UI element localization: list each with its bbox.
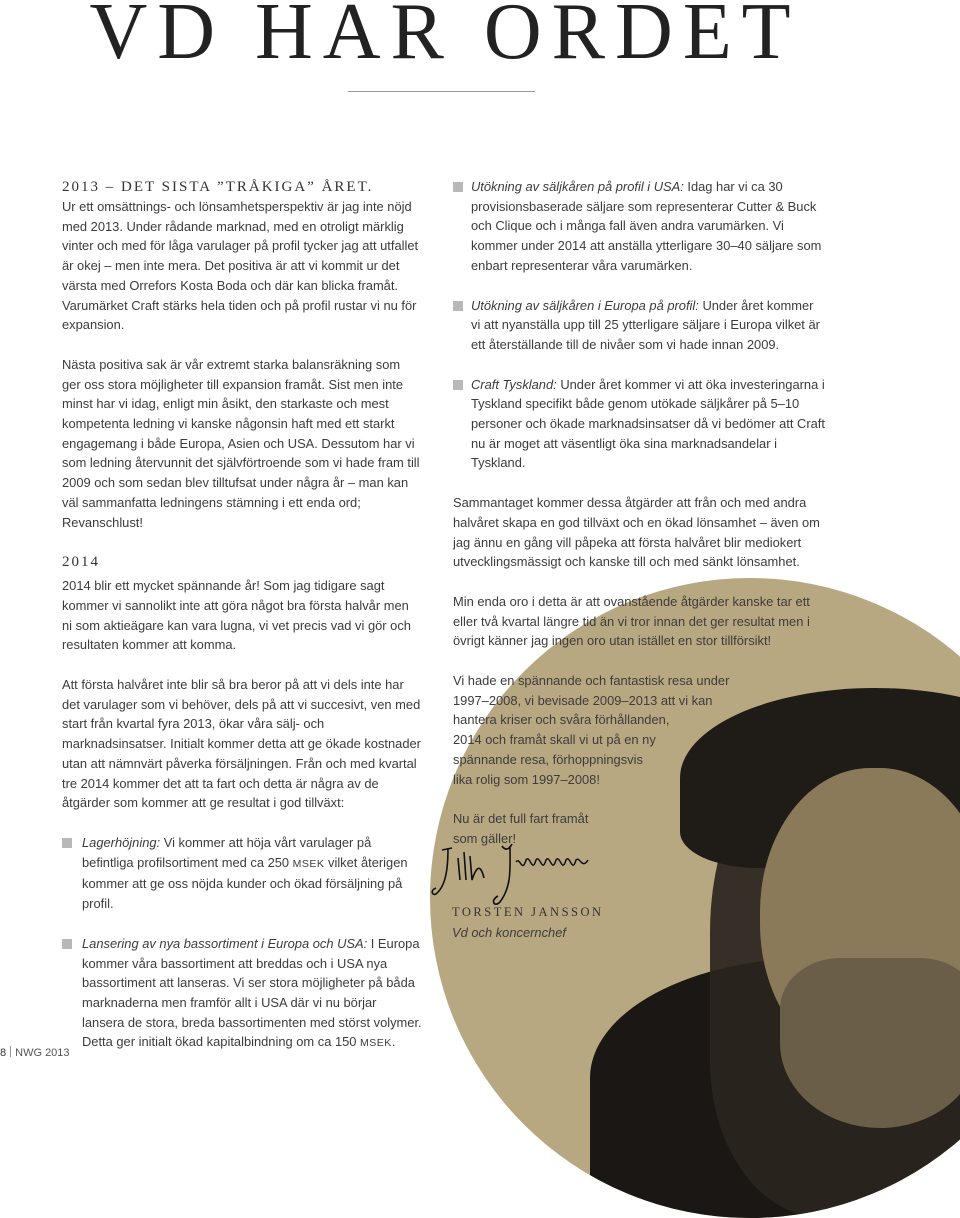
line: som gäller! [453, 830, 517, 846]
page-title: VD HAR ORDET [89, 0, 801, 76]
line: Vi hade en spännande och fantastisk resa under [453, 673, 730, 689]
page-footer [0, 1046, 70, 1059]
paragraph: Att första halvåret inte blir så bra beror på att vi dels inte har det varulager som vi behöver, dels på att vi succesivt, ven med start från kvartal fyra 2013, ökar våra sälj- och marknadsinsatser. Initialt kommer detta att ge ökade kostnader utan att nämnvärt påverka försäljningen. Från och med kvartal tre 2014 kommer det att ta fart och detta är några av de åtgärder som kommer att ge resultat i god tillväxt: [62, 677, 421, 811]
right-column [453, 177, 825, 849]
line: spännande resa, förhoppningsvis [453, 751, 643, 767]
bullet-square-icon [453, 380, 463, 390]
bullet-text: Idag har vi ca 30 provisionsbaserade säljare som representerar Cutter & Buck och Clique och i många fall även andra varumärken. Vi kommer under 2014 att anställa ytterligare 30–40 säljare som enbart representerar våra varumärken. [471, 179, 822, 273]
bullet-item [62, 934, 422, 1054]
paragraph: Nästa positiva sak är vår extremt starka balansräkning som ger oss stora möjligheter till expansion framåt. Sist men inte minst har vi idag, enligt min åsikt, den starkaste och mest kompetenta ledning vi kanske någonsin haft med ett starkt engagemang i både Europa, Asien och USA. Dessutom har vi som ledning återvunnit det självförtroende som vi hade fram till 2009 och som sedan blev tilltufsat under några år – man kan väl sammanfatta ledningens stämning i ett enda ord; Revanschlust! [62, 356, 420, 530]
bullet-item [453, 296, 825, 355]
currency-unit: MSEK [360, 1037, 392, 1050]
currency-unit: MSEK [292, 857, 325, 870]
bullet-text-tail: vilket återigen kommer att ge oss nöjda kunder och ökad försäljning på profil. [82, 854, 408, 912]
footer-label: NWG 2013 [15, 1047, 70, 1059]
bullet-item [453, 177, 825, 276]
section-heading-2014: 2014 [62, 554, 100, 571]
bullet-lead: Lagerhöjning: [82, 834, 161, 850]
bullet-lead: Utökning av säljkåren i Europa på profil: [471, 297, 699, 313]
paragraph: Sammantaget kommer dessa åtgärder att från och med andra halvåret skapa en god tillväxt och en ökad lönsamhet – även om jag ännu en gång vill påpeka att första halvåret blir mediokert utvecklingsmässigt och kanske till och med sänkt lönsamhet. [453, 495, 820, 570]
bullet-text: Under året kommer vi att nyanställa upp till 25 ytterligare säljare i Europa vilket är ett återställande till de nivåer som vi hade innan 2009. [471, 297, 820, 352]
left-column [62, 177, 422, 1074]
page-number: 8 [0, 1047, 7, 1059]
paragraph-short-lines [453, 671, 825, 789]
footer-divider [10, 1046, 11, 1057]
line: lika rolig som 1997–2008! [453, 771, 600, 787]
title-divider [348, 91, 535, 92]
section-heading-2013: 2013 – DET SISTA ”TRÅKIGA” ÅRET. [62, 179, 374, 195]
bullet-lead: Lansering av nya bassortiment i Europa och USA: [82, 935, 368, 951]
bullet-lead: Craft Tyskland: [471, 376, 557, 392]
bullet-square-icon [453, 301, 463, 311]
signatory-role: Vd och koncernchef [452, 925, 566, 940]
bullet-text: Vi kommer att höja vårt varulager på befintliga profilsortiment med ca 250 [82, 834, 372, 870]
signatory-name: TORSTEN JANSSON [452, 905, 604, 919]
bullet-lead: Utökning av säljkåren på profil i USA: [471, 179, 684, 194]
handwritten-signature [430, 838, 600, 908]
paragraph: Ur ett omsättnings- och lönsamhetsperspektiv är jag inte nöjd med 2013. Under rådande marknad, med en otroligt märklig vinter och med för låga varulager på profil tycker jag att utfallet är okej – men inte mera. Det positiva är att vi kommit ur det värsta med Orrefors Kosta Boda och där kan blicka framåt. Varumärket Craft stärks hela tiden och på profil rustar vi nu för expansion. [62, 199, 419, 333]
line: Nu är det full fart framåt [453, 811, 589, 827]
paragraph: Min enda oro i detta är att ovanstående åtgärder kanske tar ett eller två kvartal längre tid än vi tror innan det ger resultat men i övrigt känner jag ingen oro utan istället en stor tillförsikt! [453, 593, 810, 649]
line: 1997–2008, vi bevisade 2009–2013 att vi kan [453, 692, 713, 708]
bullet-item [62, 833, 422, 914]
bullet-square-icon [62, 838, 72, 848]
bullet-item [453, 375, 825, 474]
bullet-square-icon [453, 182, 463, 192]
bullet-text-tail: . [391, 1034, 396, 1050]
line: hantera kriser och svåra förhållanden, [453, 712, 670, 728]
bullet-square-icon [62, 939, 72, 949]
bullet-text: Under året kommer vi att öka investeringarna i Tyskland specifikt både genom utökade säljkårer på 5–10 personer och ökade marknadsinsatser då vi bedömer att Craft nu är moget att väsentligt öka sina marknadsandelar i Tyskland. [471, 376, 825, 471]
paragraph: 2014 blir ett mycket spännande år! Som jag tidigare sagt kommer vi sannolikt inte att göra något bra första halvår men ni som aktieägare kan vara lugna, vi vet precis vad vi gör och resultaten kommer att komma. [62, 578, 411, 653]
bullet-text: I Europa kommer våra bassortiment att breddas och i USA nya bassortiment att lanseras. Vi ser stora möjligheter på båda marknaderna men framför allt i USA där vi nu börjar lansera de stora, breda bassortimenten med störst volymer. Detta ger initialt ökad kapitalbindning om ca 150 [82, 935, 422, 1050]
line: 2014 och framåt skall vi ut på en ny [453, 732, 656, 748]
